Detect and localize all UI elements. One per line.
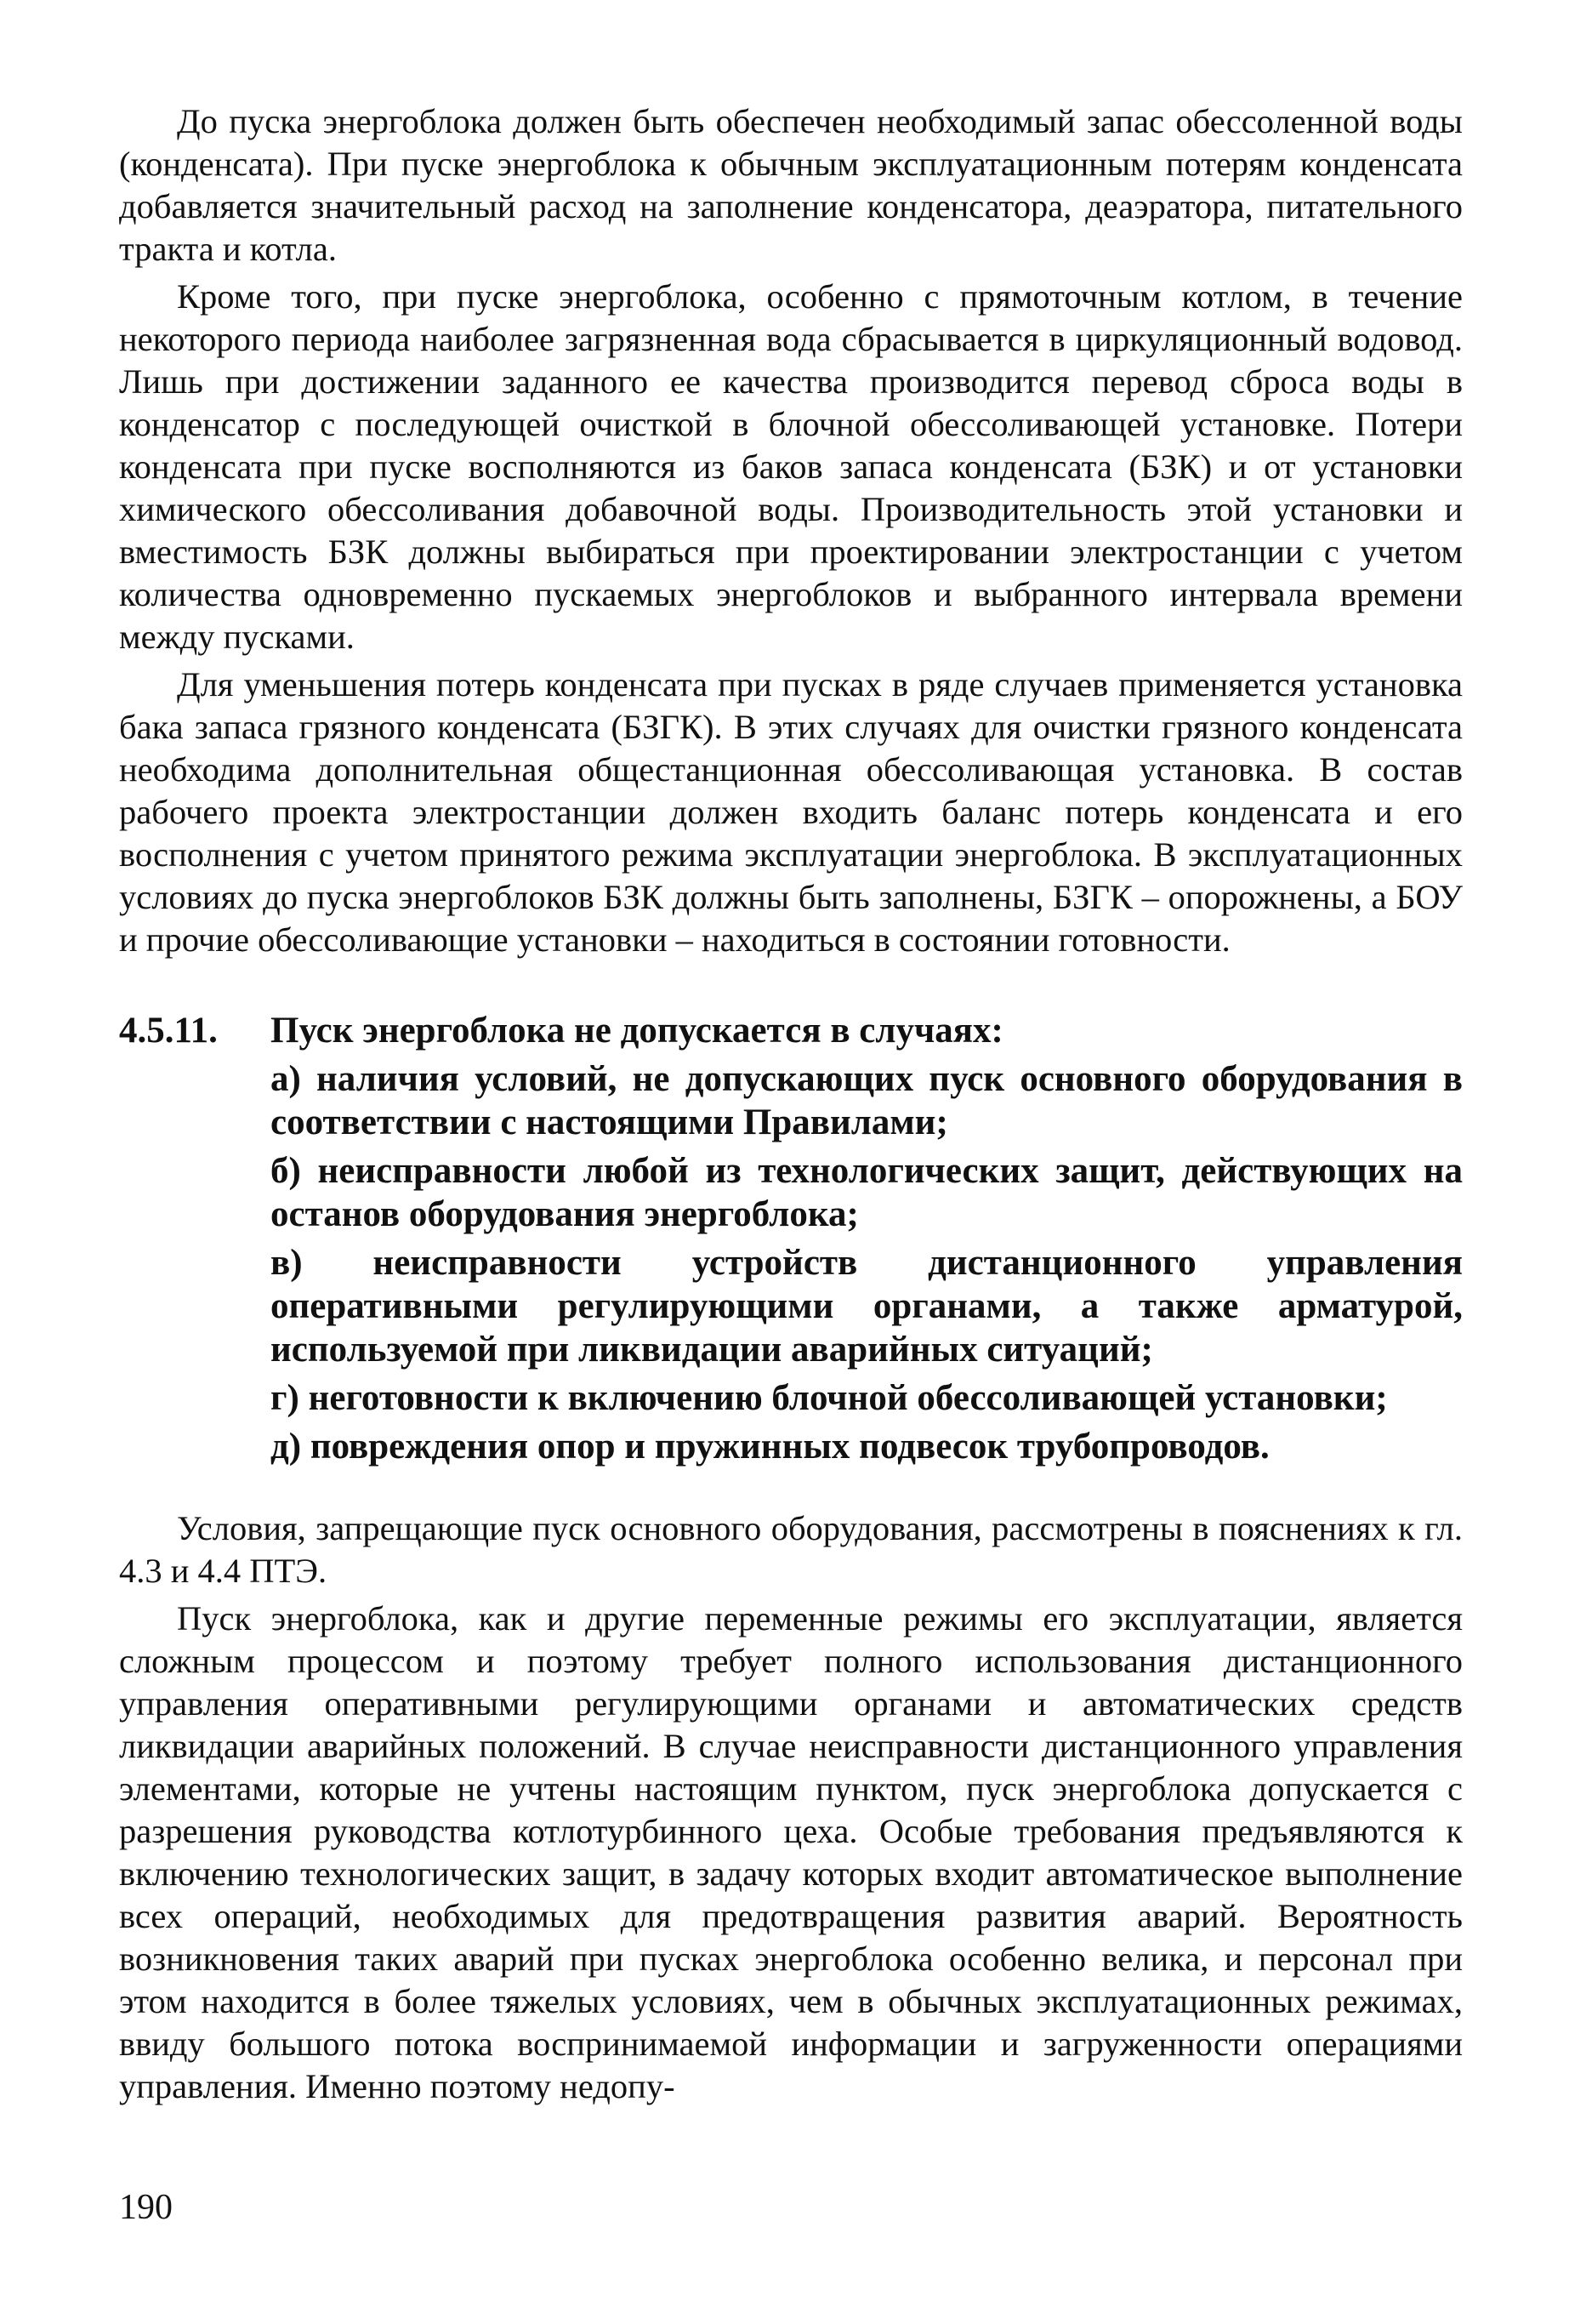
spacer xyxy=(119,1468,1463,1507)
section-item-d: д) повреждения опор и пружинных подвесок трубопроводов. xyxy=(270,1427,1270,1467)
section-title: Пуск энергоблока не допускается в случаях: xyxy=(270,1011,1003,1051)
intro-paragraph-2: Кроме того, при пуске энергоблока, особенно с прямоточным котлом, в течение некоторого периода наиболее загрязненная вода сбрасывается в циркуляционный водовод. Лишь при достижении заданного ее качества производится перевод сброса воды в конденсатор с последующей очисткой в блочной обессоливающей установке. Потери конденсата при пуске восполняются из баков запаса конденсата (БЗК) и от установки химического обессоливания добавочной воды. Производительность этой установки и вместимость БЗК должны выбираться при проектировании электростанции с учетом количества одновременно пускаемых энергоблоков и выбранного интервала времени между пусками. xyxy=(119,277,1463,656)
section-body xyxy=(270,1009,1463,1468)
section-item-g: г) неготовности к включению блочной обессоливающей установки; xyxy=(270,1378,1388,1418)
closing-paragraph-2: Пуск энергоблока, как и другие переменные режимы его эксплуатации, является сложным процессом и поэтому требует полного использования дистанционного управления оперативными регулирующими органами и автоматических средств ликвидации аварийных положений. В случае неисправности дистанционного управления элементами, которые не учтены настоящим пунктом, пуск энергоблока допускается с разрешения руководства котлотурбинного цеха. Особые требования предъявляются к включению технологических защит, в задачу которых входит автоматическое выполнение всех операций, необходимых для предотвращения развития аварий. Вероятность возникновения таких аварий при пусках энергоблока особенно велика, и персонал при этом находится в более тяжелых условиях, чем в обычных эксплуатационных режимах, ввиду большого потока воспринимаемой информации и загруженности операциями управления. Именно поэтому недопу- xyxy=(119,1599,1463,2105)
page-number: 190 xyxy=(119,2188,173,2227)
intro-paragraph-1: До пуска энергоблока должен быть обеспечен необходимый запас обессоленной воды (конденсата). При пуске энергоблока к обычным эксплуатационным потерям конденсата добавляется значительный расход на заполнение конденсатора, деаэратора, питательного тракта и котла. xyxy=(119,102,1463,268)
section-item-a: а) наличия условий, не допускающих пуск основного оборудования в соответствии с настоящими Правилами; xyxy=(270,1059,1463,1142)
section-number: 4.5.11. xyxy=(119,1011,218,1051)
page-content xyxy=(119,100,1463,2108)
section-item-b: б) неисправности любой из технологических защит, действующих на останов оборудования энергоблока; xyxy=(270,1151,1463,1234)
section-4-5-11 xyxy=(119,1009,1463,1468)
section-item-v: в) неисправности устройств дистанционного управления оперативными регулирующими органами, а также арматурой, используемой при ликвидации аварийных ситуаций; xyxy=(270,1243,1463,1370)
spacer xyxy=(119,961,1463,1009)
closing-paragraph-1: Условия, запрещающие пуск основного оборудования, рассмотрены в пояснениях к гл. 4.3 и 4.4 ПТЭ. xyxy=(119,1509,1463,1590)
intro-paragraph-3: Для уменьшения потерь конденсата при пусках в ряде случаев применяется установка бака запаса грязного конденсата (БЗГК). В этих случаях для очистки грязного конденсата необходима дополнительная общестанционная обессоливающая установка. В состав рабочего проекта электростанции должен входить баланс потерь конденсата и его восполнения с учетом принятого режима эксплуатации энергоблока. В эксплуатационных условиях до пуска энергоблоков БЗК должны быть заполнены, БЗГК – опорожнены, а БОУ и прочие обессоливающие установки – находиться в состоянии готовности. xyxy=(119,665,1463,959)
